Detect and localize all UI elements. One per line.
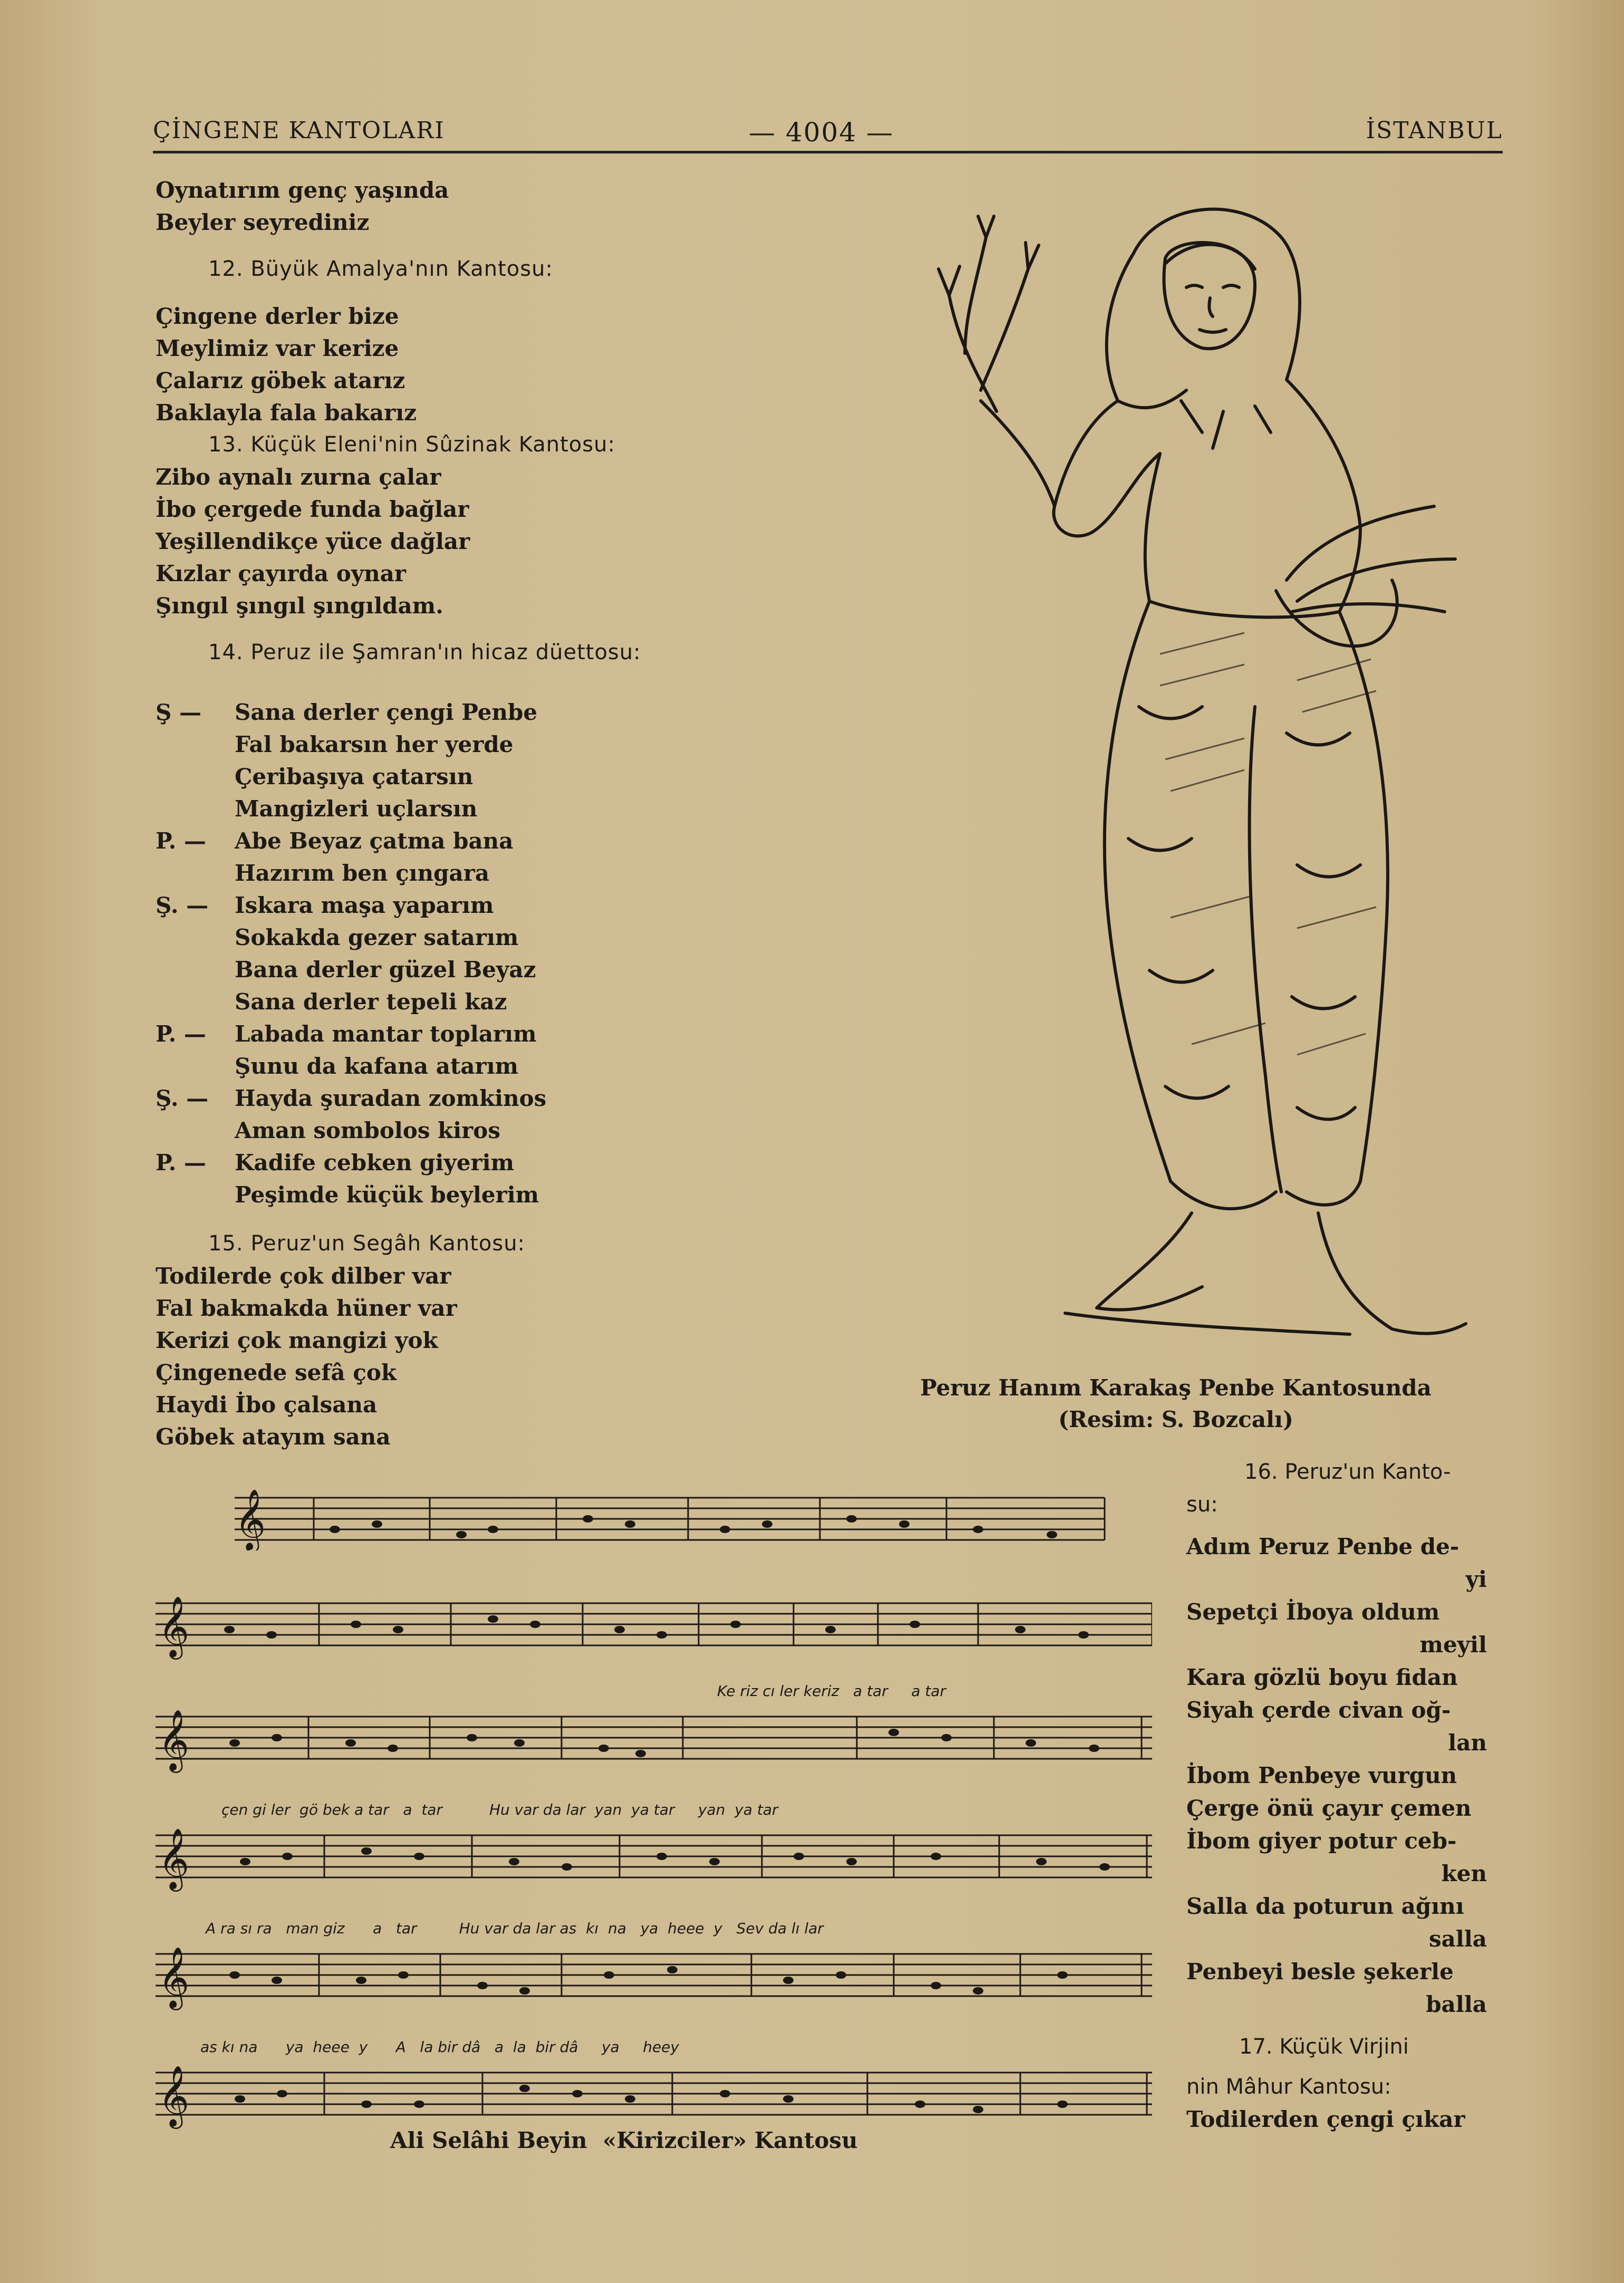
svg-text:𝄞: 𝄞 xyxy=(235,1488,266,1550)
song-heading: 15. Peruz'un Segâh Kantosu: xyxy=(208,1231,526,1256)
lyric-line: İbom giyer potur ceb- xyxy=(1186,1828,1457,1854)
dialogue-text: Şunu da kafana atarım xyxy=(235,1053,519,1079)
lyric-line: Göbek atayım sana xyxy=(156,1424,391,1450)
lyric-line: Zibo aynalı zurna çalar xyxy=(156,464,441,490)
song-heading: su: xyxy=(1186,1492,1218,1517)
music-staff-1 xyxy=(156,1471,1152,1550)
lyric-line: yi xyxy=(1465,1566,1487,1592)
dialogue-text: Hayda şuradan zomkinos xyxy=(235,1085,547,1111)
dialogue-line xyxy=(156,696,546,728)
lyric-line: Çerge önü çayır çemen xyxy=(1186,1795,1472,1821)
dialogue-text: Sana derler tepeli kaz xyxy=(235,989,507,1015)
staff-5-lyrics: A ra sı ra man giz a tar Hu var da lar as kı na ya heee y Sev da lı lar xyxy=(206,1920,824,1937)
music-staff-3 xyxy=(156,1696,1152,1775)
duet-dialogue xyxy=(156,696,546,1211)
lyric-line: Meylimiz var kerize xyxy=(156,335,399,361)
dialogue-line xyxy=(156,986,546,1018)
dialogue-line xyxy=(156,1179,546,1211)
lyric-line: Oynatırım genç yaşında xyxy=(156,177,449,203)
lyric-line: Kızlar çayırda oynar xyxy=(156,561,407,586)
svg-text:𝄞: 𝄞 xyxy=(158,1709,190,1770)
dialogue-line xyxy=(156,793,546,825)
caption-title: Peruz Hanım Karakaş Penbe Kantosunda xyxy=(920,1375,1432,1401)
dialogue-text: Peşimde küçük beylerim xyxy=(235,1182,539,1208)
lyric-line: lan xyxy=(1448,1730,1487,1756)
lyric-line: meyil xyxy=(1419,1632,1487,1658)
page-number: — 4004 — xyxy=(749,117,894,148)
dialogue-line xyxy=(156,953,546,986)
dialogue-line xyxy=(156,728,546,760)
music-staff-6 xyxy=(156,2051,1152,2131)
svg-text:𝄞: 𝄞 xyxy=(158,1595,190,1657)
lyric-line: Beyler seyrediniz xyxy=(156,209,370,235)
staff-6-lyrics: as kı na ya heee y A la bir dâ a la bir dâ ya heey xyxy=(200,2038,679,2056)
spacer xyxy=(156,622,641,637)
dialogue-text: Sokakda gezer satarım xyxy=(235,924,519,950)
gypsy-dancer-illustration xyxy=(823,179,1508,1371)
dialogue-line xyxy=(156,1018,546,1050)
lyric-line: ken xyxy=(1441,1861,1487,1886)
spacer xyxy=(156,238,641,253)
svg-text:𝄞: 𝄞 xyxy=(158,1827,190,1889)
song-heading: 14. Peruz ile Şamran'ın hicaz düettosu: xyxy=(208,640,641,664)
speaker-mark: Ş. — xyxy=(156,1085,209,1111)
header-rule xyxy=(153,151,1503,153)
lyric-line: Kerizi çok mangizi yok xyxy=(156,1327,438,1353)
section-15-lyrics xyxy=(156,1228,525,1453)
lyric-line: İbo çergede funda bağlar xyxy=(156,496,469,522)
spacer xyxy=(156,285,641,300)
lyric-line: Adım Peruz Penbe de- xyxy=(1186,1534,1459,1559)
lyric-line: Yeşillendikçe yüce dağlar xyxy=(156,528,470,554)
song-heading: 12. Büyük Amalya'nın Kantosu: xyxy=(208,257,553,281)
lyric-line: Çingenede sefâ çok xyxy=(156,1360,397,1385)
dialogue-text: Abe Beyaz çatma bana xyxy=(235,828,514,854)
song-heading: 16. Peruz'un Kanto- xyxy=(1244,1460,1451,1484)
speaker-mark: P. — xyxy=(156,1150,206,1176)
dialogue-text: Bana derler güzel Beyaz xyxy=(235,957,536,982)
lyric-line: balla xyxy=(1426,1991,1487,2017)
speaker-mark: P. — xyxy=(156,1021,206,1047)
lyric-line: Todilerde çok dilber var xyxy=(156,1263,451,1289)
dialogue-text: Mangizleri uçlarsın xyxy=(235,796,478,822)
illustration-caption xyxy=(844,1372,1508,1436)
lyric-line: Fal bakmakda hüner var xyxy=(156,1295,457,1321)
dialogue-text: Fal bakarsın her yerde xyxy=(235,731,514,757)
lyric-line: Penbeyi besle şekerle xyxy=(1186,1959,1454,1985)
lyric-line: İbom Penbeye vurgun xyxy=(1186,1762,1457,1788)
music-staff-5 xyxy=(156,1933,1152,2012)
lyric-line: Haydi İbo çalsana xyxy=(156,1392,378,1418)
dialogue-text: Çeribaşıya çatarsın xyxy=(235,764,473,789)
staff-3-lyrics: Ke riz cı ler keriz a tar a tar xyxy=(717,1682,946,1700)
music-caption: Ali Selâhi Beyin «Kirizciler» Kantosu xyxy=(390,2127,858,2153)
song-heading: 17. Küçük Virjini xyxy=(1239,2035,1409,2059)
svg-text:𝄞: 𝄞 xyxy=(158,2065,190,2126)
dialogue-text: Iskara maşa yaparım xyxy=(235,892,494,918)
dialogue-line xyxy=(156,1114,546,1147)
lyric-line: Baklayla fala bakarız xyxy=(156,400,417,426)
caption-credit: (Resim: S. Bozcalı) xyxy=(1058,1407,1293,1432)
speaker-mark: P. — xyxy=(156,828,206,854)
page-header xyxy=(153,117,1503,154)
left-text-column xyxy=(156,174,641,683)
lyric-line: Şıngıl şıngıl şıngıldam. xyxy=(156,593,443,619)
lyric-line: Çalarız göbek atarız xyxy=(156,368,405,393)
music-staff-4 xyxy=(156,1814,1152,1893)
lyric-line: Salla da poturun ağını xyxy=(1186,1893,1464,1919)
dialogue-text: Labada mantar toplarım xyxy=(235,1021,537,1047)
song-heading: 13. Küçük Eleni'nin Sûzinak Kantosu: xyxy=(208,432,615,457)
right-text-column xyxy=(1186,1456,1487,2136)
dialogue-text: Hazırım ben çıngara xyxy=(235,860,490,886)
speaker-mark: Ş. — xyxy=(156,892,209,918)
dialogue-line xyxy=(156,921,546,953)
dialogue-line xyxy=(156,760,546,793)
lyric-line: salla xyxy=(1429,1926,1487,1952)
lyric-line: Çingene derler bize xyxy=(156,303,399,329)
lyric-line: Todilerden çengi çıkar xyxy=(1186,2106,1465,2132)
lyric-line: Kara gözlü boyu fidan xyxy=(1186,1664,1458,1690)
dialogue-line xyxy=(156,889,546,921)
lyric-line: Sepetçi İboya oldum xyxy=(1186,1599,1440,1625)
section-title: ÇİNGENE KANTOLARI xyxy=(153,117,445,144)
dialogue-line xyxy=(156,1147,546,1179)
staff-4-lyrics: çen gi ler gö bek a tar a tar Hu var da lar yan ya tar yan ya tar xyxy=(221,1801,778,1818)
speaker-mark: Ş — xyxy=(156,699,201,725)
music-staff-2 xyxy=(156,1582,1152,1661)
dialogue-line xyxy=(156,857,546,889)
dialogue-line xyxy=(156,1082,546,1114)
spacer xyxy=(156,669,641,683)
dialogue-text: Kadife cebken giyerim xyxy=(235,1150,515,1176)
lyric-line: Siyah çerde civan oğ- xyxy=(1186,1697,1451,1723)
dialogue-line xyxy=(156,1050,546,1082)
dialogue-text: Sana derler çengi Penbe xyxy=(235,699,538,725)
magazine-name: İSTANBUL xyxy=(1366,117,1503,144)
dialogue-line xyxy=(156,825,546,857)
svg-text:𝄞: 𝄞 xyxy=(158,1946,190,2008)
song-heading: nin Mâhur Kantosu: xyxy=(1186,2075,1391,2099)
dialogue-text: Aman sombolos kiros xyxy=(235,1118,500,1143)
